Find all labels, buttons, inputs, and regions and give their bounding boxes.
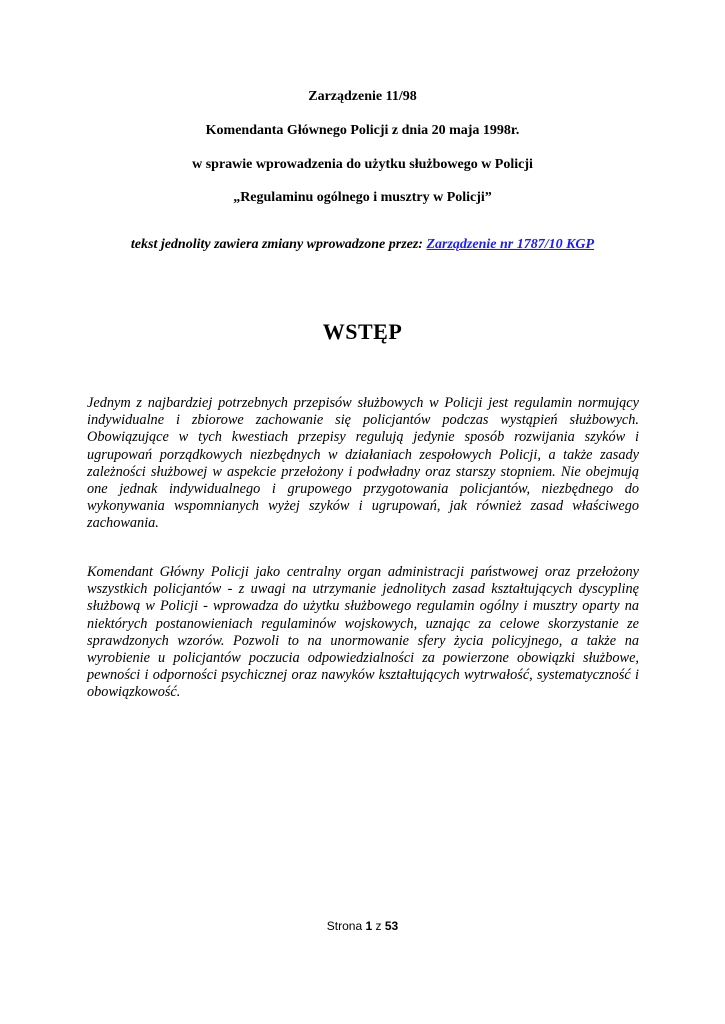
current-page-number: 1 [365, 919, 373, 933]
intro-paragraph-2: Komendant Główny Policji jako centralny organ administracji państwowej oraz przełożony wszystkich policjantów - z uwagi na utrzymanie jednolitych zasad kształtujących dyscyplinę służbową w Policji - wprowadza do użytku służbowego regulamin ogólny i musztry oparty na niektórych postanowieniach regulaminów wojskowych, uznając za celowe skorzystanie ze sprawdzonych wzorów. Pozwoli to na unormowanie sfery życia policyjnego, a także na wyrobienie u policjantów poczucia odpowiedzialności za powierzone obowiązki służbowe, pewności i odporności psychicznej oraz nawyków kształtujących wytrwałość, systematyczność i obowiązkowość. [87, 564, 639, 701]
regulation-title: „Regulaminu ogólnego i musztry w Policji” [233, 190, 492, 205]
amendment-text: tekst jednolity zawiera zmiany wprowadzone przez: [130, 237, 423, 252]
issuer-and-date: Komendanta Głównego Policji z dnia 20 maja 1998r. [205, 123, 520, 138]
footer-separator: z [375, 919, 382, 933]
amendment-note [0, 236, 725, 253]
subject-line: w sprawie wprowadzenia do użytku służbowego w Policji [192, 157, 533, 172]
footer-prefix: Strona [326, 919, 363, 933]
section-title: WSTĘP [322, 319, 403, 344]
intro-paragraph-1: Jednym z najbardziej potrzebnych przepisów służbowych w Policji jest regulamin normujący indywidualne i zbiorowe zachowanie się policjantów podczas wystąpień służbowych. Obowiązujące w tych kwestiach przepisy regulują jedynie sposób rozwijania szyków i ugrupowań porządkowych niezbędnych w działaniach zespołowych Policji, a także zasady zależności służbowej w aspekcie przełożony i podwładny oraz starszy stopniem. Nie obejmują one jednak indywidualnego i grupowego przygotowania policjantów, niezbędnego do wykonywania wspomnianych wyżej szyków i ugrupowań, jak również zasad właściwego zachowania. [87, 395, 639, 532]
page-footer [0, 919, 725, 934]
order-number: Zarządzenie 11/98 [308, 89, 417, 104]
total-pages-number: 53 [384, 919, 399, 933]
amendment-link[interactable]: Zarządzenie nr 1787/10 KGP [426, 237, 595, 252]
